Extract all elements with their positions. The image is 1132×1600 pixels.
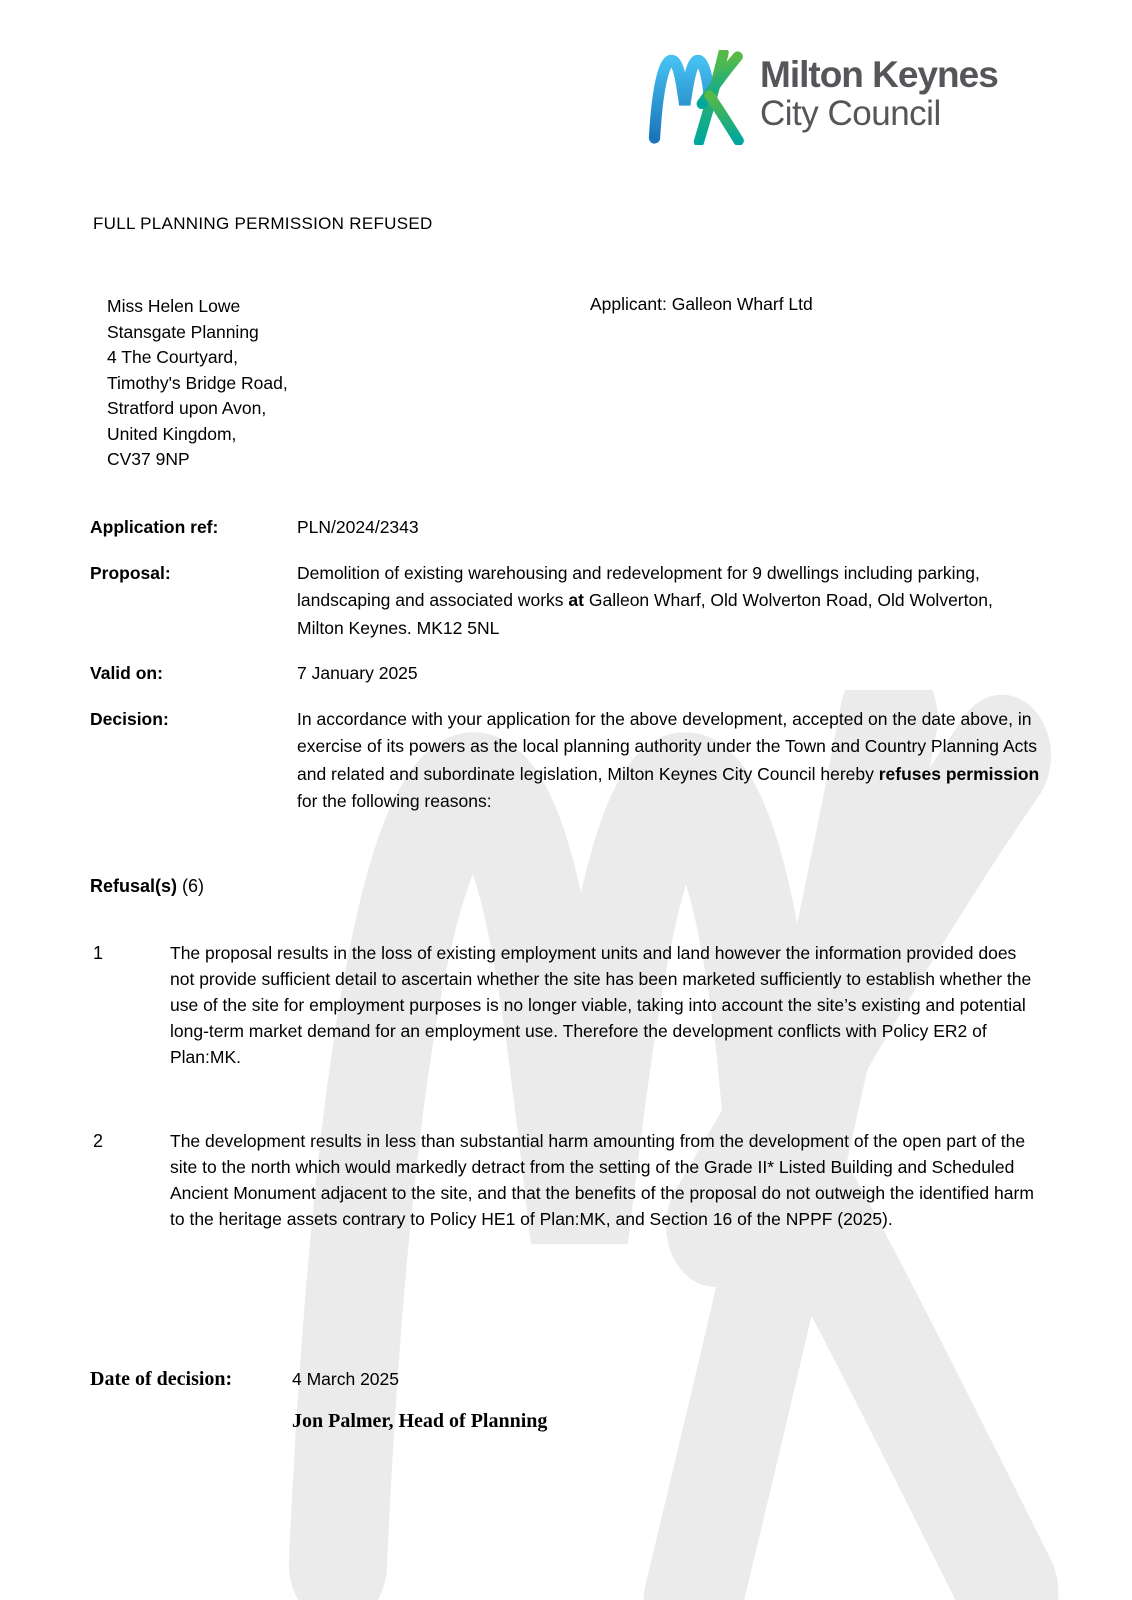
recipient-line: Timothy's Bridge Road, [107,372,288,393]
field-proposal [90,560,1040,643]
recipient-line: CV37 9NP [107,449,190,469]
proposal-bold-text: at [568,590,584,610]
field-label: Application ref: [90,517,219,537]
field-value: PLN/2024/2343 [297,517,419,537]
council-logo-text [760,50,998,133]
field-value [297,706,1040,816]
proposal-text: Galleon Wharf, Old Wolverton Road, Old Wolverton, Milton Keynes. MK12 5NL [297,590,993,638]
refusal-text: The proposal results in the loss of existing employment units and land however the information provided does not provide sufficient detail to ascertain whether the site has been marketed sufficiently to establish whether the use of the site for employment purposes is no longer viable, taking into account the site’s existing and potential long-term market demand for an employment use. Therefore the development conflicts with Policy ER2 of Plan:MK. [170,943,1032,1067]
refusal-number: 2 [93,1131,104,1151]
decision-bold-text: refuses permission [878,763,1040,784]
refusal-number: 1 [93,943,104,963]
decision-date-label: Date of decision: [90,1368,233,1390]
field-value: 7 January 2025 [297,663,418,683]
refusal-text: The development results in less than substantial harm amounting from the development of the open part of the site to the north which would markedly detract from the setting of the Grade II* Listed Building and Scheduled Ancient Monument adjacent to the site, and that the benefits of the proposal do not outweigh the identified harm to the heritage assets contrary to Policy HE1 of Plan:MK, and Section 16 of the NPPF (2025). [170,1131,1034,1229]
document-title: FULL PLANNING PERMISSION REFUSED [93,214,433,233]
council-logo [646,50,998,142]
field-decision [90,706,1040,816]
applicant-label: Applicant: Galleon Wharf Ltd [590,294,813,314]
field-label: Proposal: [90,562,171,583]
field-application-ref [90,514,1040,542]
field-value [297,560,1040,643]
recipient-line: 4 The Courtyard, [107,347,238,367]
refusals-count: (6) [182,876,205,896]
proposal-text: Demolition of existing warehousing and redevelopment for 9 dwellings including parking, landscaping and associated works [297,562,980,610]
refusal-item [93,940,1038,1070]
council-subname: City Council [760,93,941,133]
recipient-address [107,294,288,473]
recipient-line: Miss Helen Lowe [107,296,241,316]
application-fields [90,514,1040,834]
recipient-line: Stansgate Planning [107,321,259,342]
recipient-line: Stratford upon Avon, [107,398,267,418]
council-name: Milton Keynes [760,54,998,95]
refusal-item [93,1128,1038,1232]
decision-text: In accordance with your application for the above development, accepted on the date above, in exercise of its powers as the local planning authority under the Town and Country Planning Acts and related and subordinate legislation, Milton Keynes City Council hereby [297,708,1037,784]
field-label: Decision: [90,708,169,729]
mk-monogram-icon [646,50,750,142]
refusals-heading [90,876,204,897]
recipient-line: United Kingdom, [107,423,237,444]
field-valid-on [90,660,1040,688]
decision-date-row [90,1368,399,1391]
signature: Jon Palmer, Head of Planning [292,1410,548,1432]
decision-date-value: 4 March 2025 [292,1369,400,1389]
decision-text: for the following reasons: [297,791,492,811]
refusals-heading-label: Refusal(s) [90,876,178,896]
field-label: Valid on: [90,663,163,683]
